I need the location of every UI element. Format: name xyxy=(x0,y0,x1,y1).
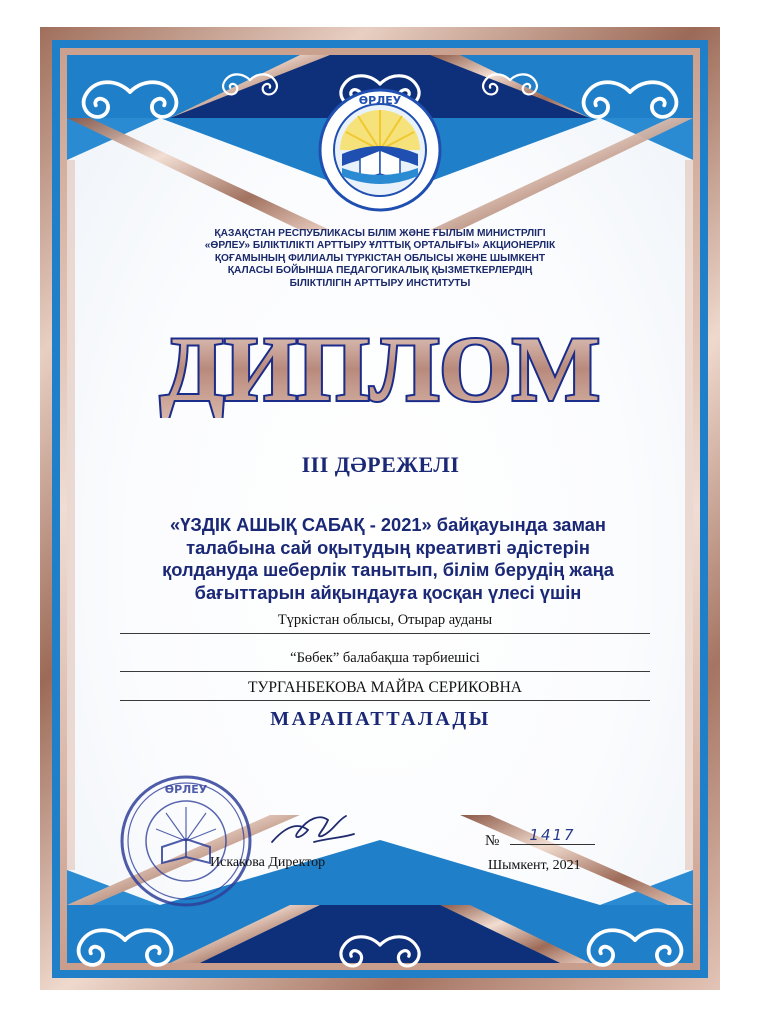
official-seal xyxy=(118,773,254,909)
logo-top-text: ӨРЛЕУ xyxy=(358,94,402,107)
title-text: ДИПЛОМ xyxy=(160,318,600,418)
number-label: № xyxy=(485,833,500,849)
seal-top-text: ӨРЛЕУ xyxy=(164,783,208,796)
reason-line: қолдануда шеберлік танытып, білім берудің жаңа xyxy=(162,559,614,580)
header-line: БІЛІКТІЛІГІН АРТТЫРУ ИНСТИТУТЫ xyxy=(289,277,471,289)
certificate-number: 1417 xyxy=(510,826,595,845)
award-reason xyxy=(108,514,668,604)
reason-line: «ҮЗДІК АШЫҚ САБАҚ - 2021» байқауында заман xyxy=(170,514,606,535)
header-line: ҚОҒАМЫНЫҢ ФИЛИАЛЫ ТҮРКІСТАН ОБЛЫСЫ ЖӘНЕ ШЫМКЕНТ xyxy=(214,252,546,264)
orleu-logo xyxy=(318,88,442,212)
header-line: «ӨРЛЕУ» БІЛІКТІЛІКТІ АРТТЫРУ ҰЛТТЫҚ ОРТАЛЫҒЫ» АКЦИОНЕРЛІК xyxy=(204,240,556,252)
award-verb: МАРАПАТТАЛАДЫ xyxy=(270,708,491,730)
reason-line: талабына сай оқытудың креативті әдістерін xyxy=(186,536,590,558)
region-field: Түркістан облысы, Отырар ауданы xyxy=(120,612,650,634)
reason-line: бағыттарын айқындауға қосқан үлесі үшін xyxy=(194,581,582,603)
issuer-header xyxy=(120,228,640,290)
position-field: “Бөбек” балабақша тәрбиешісі xyxy=(120,650,650,672)
director-label: Искакова Директор xyxy=(210,855,326,870)
director-signature xyxy=(268,808,358,852)
city-year: Шымкент, 2021 xyxy=(488,858,581,873)
degree-label: ІІІ ДӘРЕЖЕЛІ xyxy=(301,452,460,477)
header-line: ҚАЗАҚСТАН РЕСПУБЛИКАСЫ БІЛІМ ЖӘНЕ ҒЫЛЫМ МИНИСТРЛІГІ xyxy=(214,228,546,239)
diploma-title-wrap xyxy=(150,318,610,418)
diploma-title xyxy=(150,318,610,418)
recipient-name: ТУРГАНБЕКОВА МАЙРА СЕРИКОВНА xyxy=(120,679,650,701)
header-line: ҚАЛАСЫ БОЙЫНША ПЕДАГОГИКАЛЫҚ ҚЫЗМЕТКЕРЛЕРДІҢ xyxy=(227,265,533,277)
